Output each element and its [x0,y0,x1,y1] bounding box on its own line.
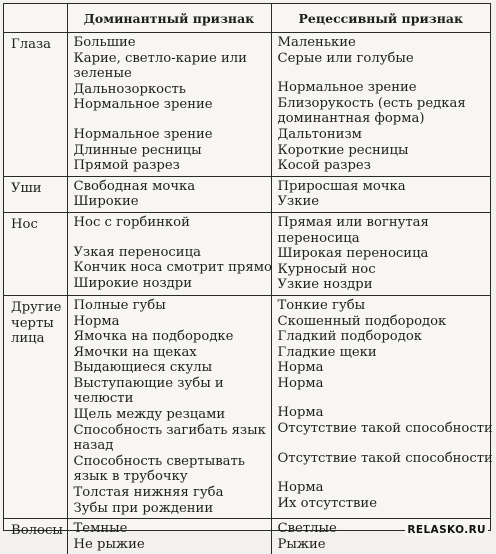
trait-item: Приросшая мочка [277,178,406,194]
category-header [4,4,67,33]
dominant-cell [67,295,271,518]
trait-item: Дальнозоркость [73,81,186,97]
dominant-cell [67,519,271,554]
trait-item: Прямой разрез [73,158,180,174]
dominant-cell [67,33,271,177]
trait-item: Широкие ноздри [73,275,193,291]
trait-item: Зубы при рождении [73,500,214,516]
table-row-eyes [4,33,490,177]
trait-item: Длинные ресницы [73,142,202,158]
category-cell: Глаза [4,33,67,177]
trait-item: Скошенный подбородок [277,313,447,329]
trait-item: Не рыжие [73,536,145,552]
table-row-other-face [4,295,490,518]
trait-item: Дальтонизм [277,126,362,142]
category-cell: Волосы [11,523,63,539]
site-watermark: RELASKO.RU [407,524,486,536]
trait-item: Гладкий подбородок [277,329,423,345]
table-row-nose [4,212,490,295]
table-row-ears [4,176,490,212]
trait-item: Узкая переносица [73,244,201,260]
trait-item: Маленькие [277,35,356,50]
trait-item: Серые или голубые [277,50,414,66]
trait-item: Отсутствие такой способности [277,450,493,466]
trait-item: Тонкие губы [277,297,366,313]
trait-item: Нормальное зрение [277,80,417,96]
trait-item: Курносый нос [277,261,376,277]
trait-item: Норма [73,313,120,329]
trait-item: Большие [73,35,136,50]
trait-item: Близорукость (есть редкая доминантная форма) [277,95,466,127]
recessive-cell [271,176,490,212]
table-header-row [4,4,490,33]
recessive-header: Рецессивный признак [271,4,490,33]
trait-item: Способность загибать язык назад [73,422,266,454]
trait-item: Прямая или вогнутая переносица [277,214,429,246]
trait-item: Рыжие [277,536,326,552]
trait-item: Свободная мочка [73,178,196,194]
trait-item: Норма [277,360,324,376]
trait-item: Норма [277,405,324,421]
traits-table-sheet [3,3,493,552]
trait-item: Нормальное зрение [73,126,213,142]
category-cell: Нос [4,212,67,295]
category-cell: Уши [4,176,67,212]
trait-item: Нос с горбинкой [73,214,190,230]
recessive-cell [271,295,493,518]
trait-item: Полные губы [73,297,166,313]
dominant-cell [67,212,271,295]
trait-item: Их отсутствие [277,495,378,511]
trait-item: Толстая нижняя губа [73,485,224,501]
trait-item: Узкие ноздри [277,277,373,293]
trait-item: Узкие [277,194,320,210]
trait-item: Широкие [73,194,139,210]
trait-item: Щель между резцами [73,407,226,423]
trait-item: Широкая переносица [277,246,429,262]
recessive-cell [271,33,490,177]
trait-item: Норма [277,480,324,496]
trait-item: Косой разрез [277,158,371,174]
trait-item: Способность свертывать язык в трубочку [73,453,245,485]
trait-item: Короткие ресницы [277,142,409,158]
trait-item: Ямочки на щеках [73,344,197,360]
dominant-header: Доминантный признак [67,4,271,33]
trait-item: Светлые [277,521,337,537]
category-cell: Другие черты лица [4,295,67,518]
trait-item: Гладкие щеки [277,344,377,360]
trait-item: Темные [73,521,128,537]
trait-item: Выдающиеся скулы [73,360,213,376]
dominant-cell [67,176,271,212]
trait-item: Нормальное зрение [73,97,213,113]
trait-item: Ямочка на подбородке [73,329,234,345]
trait-item: Карие, светло-карие или зеленые [73,50,247,82]
trait-item: Кончик носа смотрит прямо [73,260,272,276]
trait-item: Отсутствие такой способности [277,421,493,437]
trait-item: Выступающие зубы и челюсти [73,375,224,407]
dominant-recessive-traits-table [4,4,493,554]
trait-item: Норма [277,375,324,391]
recessive-cell [271,212,490,295]
